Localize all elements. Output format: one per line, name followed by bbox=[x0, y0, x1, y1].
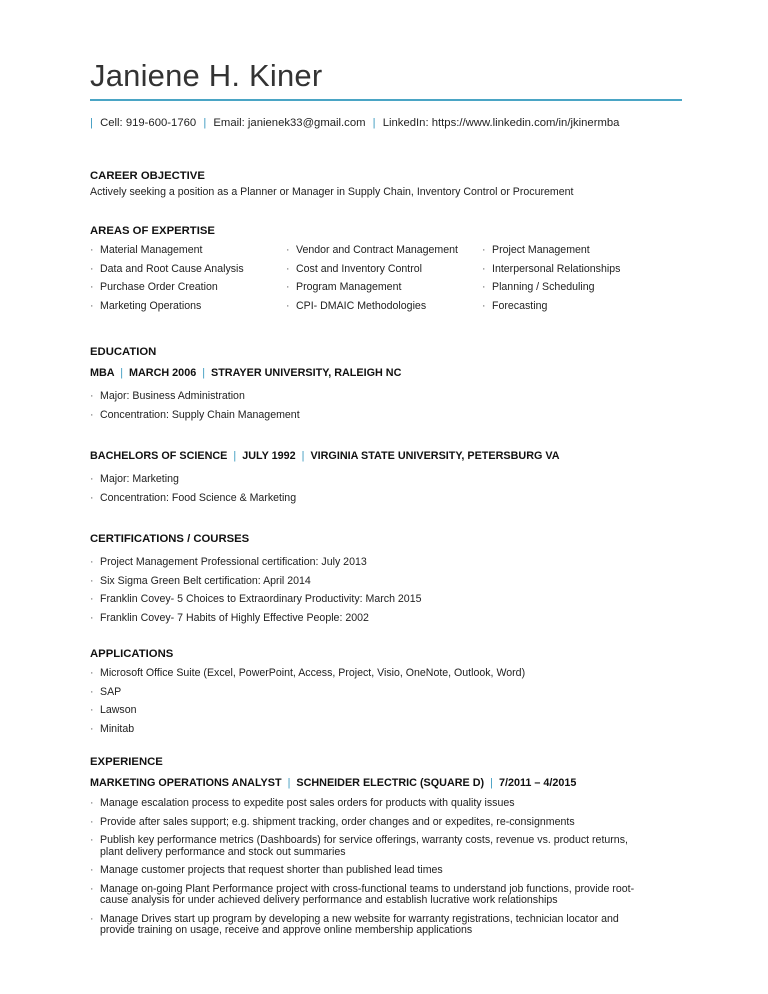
contact-separator: | bbox=[372, 117, 376, 129]
list-item: · Concentration: Food Science & Marketing bbox=[90, 491, 297, 504]
expertise-item: · Purchase Order Creation bbox=[90, 281, 218, 293]
job-title: MARKETING OPERATIONS ANALYST bbox=[90, 777, 282, 789]
expertise-item: · Forecasting bbox=[482, 299, 548, 312]
list-item: · Provide after sales support; e.g. shipment tracking, order changes and or expedites, re-consignments bbox=[90, 815, 575, 828]
certifications-heading: CERTIFICATIONS / COURSES bbox=[90, 533, 250, 545]
list-item: · Manage escalation process to expedite post sales orders for products with quality issues bbox=[90, 797, 515, 809]
list-item: · Microsoft Office Suite (Excel, PowerPoint, Access, Project, Visio, OneNote, Outlook, Word) bbox=[90, 667, 526, 679]
candidate-name: Janiene H. Kiner bbox=[90, 58, 323, 93]
contact-separator: | bbox=[90, 117, 93, 129]
job-title-line bbox=[90, 777, 576, 789]
contact-cell: Cell: 919-600-1760 bbox=[100, 117, 197, 129]
applications-list bbox=[90, 666, 525, 740]
sub-separator: | bbox=[301, 450, 305, 462]
bs-line bbox=[90, 450, 560, 462]
expertise-item: · Planning / Scheduling bbox=[482, 281, 595, 293]
list-item: · Manage customer projects that request shorter than published lead times bbox=[90, 864, 443, 876]
list-item: · Minitab bbox=[90, 722, 135, 735]
bs-degree: BACHELORS OF SCIENCE bbox=[90, 450, 228, 462]
applications-heading: APPLICATIONS bbox=[90, 648, 174, 660]
objective-text: Actively seeking a position as a Planner or Manager in Supply Chain, Inventory Control or Procurement bbox=[90, 186, 574, 198]
expertise-column bbox=[286, 243, 458, 317]
expertise-item: · Program Management bbox=[286, 281, 402, 293]
expertise-item: · Data and Root Cause Analysis bbox=[90, 262, 244, 275]
expertise-item: · Interpersonal Relationships bbox=[482, 262, 621, 275]
sub-separator: | bbox=[287, 777, 291, 789]
mba-details bbox=[90, 389, 300, 426]
job-company: SCHNEIDER ELECTRIC (SQUARE D) bbox=[296, 777, 485, 789]
list-item: · Six Sigma Green Belt certification: April 2014 bbox=[90, 574, 311, 587]
expertise-item: · Project Management bbox=[482, 244, 590, 256]
expertise-item: · Cost and Inventory Control bbox=[286, 262, 423, 275]
list-item: · Concentration: Supply Chain Management bbox=[90, 408, 300, 421]
bs-date: JULY 1992 bbox=[242, 450, 296, 462]
header-divider bbox=[90, 99, 682, 101]
contact-linkedin[interactable]: LinkedIn: https://www.linkedin.com/in/jkinermba bbox=[382, 117, 620, 129]
bs-school: VIRGINIA STATE UNIVERSITY, PETERSBURG VA bbox=[310, 450, 560, 462]
expertise-item: · Material Management bbox=[90, 244, 203, 256]
list-item: · Project Management Professional certification: July 2013 bbox=[90, 556, 367, 568]
contact-line bbox=[90, 117, 619, 129]
list-item: · Lawson bbox=[90, 704, 137, 716]
expertise-column bbox=[90, 243, 244, 317]
job-dates: 7/2011 – 4/2015 bbox=[498, 777, 577, 789]
sub-separator: | bbox=[120, 367, 123, 379]
mba-degree: MBA bbox=[90, 367, 115, 379]
contact-separator: | bbox=[203, 117, 207, 129]
education-heading: EDUCATION bbox=[90, 346, 157, 358]
list-item: · Manage on-going Plant Performance project with cross-functional teams to understand job functions, provide root- cause analysis for under achieved delivery performance and establish lucrative work relationships bbox=[90, 882, 635, 906]
list-item: · Major: Marketing bbox=[90, 473, 179, 485]
expertise-item: · Marketing Operations bbox=[90, 299, 202, 312]
contact-email[interactable]: Email: janienek33@gmail.com bbox=[213, 117, 366, 129]
expertise-item: · Vendor and Contract Management bbox=[286, 244, 458, 256]
expertise-column bbox=[482, 243, 620, 317]
list-item: · Publish key performance metrics (Dashboards) for service offerings, warranty costs, revenue vs. product returns, plant delivery performance and stock out summaries bbox=[90, 834, 628, 858]
sub-separator: | bbox=[490, 777, 493, 789]
experience-list bbox=[90, 798, 682, 944]
list-item: · SAP bbox=[90, 685, 122, 698]
mba-line bbox=[90, 367, 401, 379]
objective-heading: CAREER OBJECTIVE bbox=[90, 170, 205, 182]
bs-details bbox=[90, 472, 296, 509]
certifications-list bbox=[90, 555, 421, 629]
experience-heading: EXPERIENCE bbox=[90, 756, 163, 768]
expertise-heading: AREAS OF EXPERTISE bbox=[90, 225, 215, 237]
list-item: · Manage Drives start up program by developing a new website for warranty registrations, technician locator and provide training on usage, receive and approve online membership applications bbox=[90, 912, 619, 936]
list-item: · Franklin Covey- 5 Choices to Extraordinary Productivity: March 2015 bbox=[90, 593, 422, 605]
mba-date: MARCH 2006 bbox=[129, 367, 197, 379]
list-item: · Franklin Covey- 7 Habits of Highly Effective People: 2002 bbox=[90, 611, 369, 624]
expertise-item: · CPI- DMAIC Methodologies bbox=[286, 299, 427, 312]
list-item: · Major: Business Administration bbox=[90, 390, 245, 402]
mba-school: STRAYER UNIVERSITY, RALEIGH NC bbox=[211, 367, 402, 379]
sub-separator: | bbox=[202, 367, 206, 379]
sub-separator: | bbox=[233, 450, 237, 462]
